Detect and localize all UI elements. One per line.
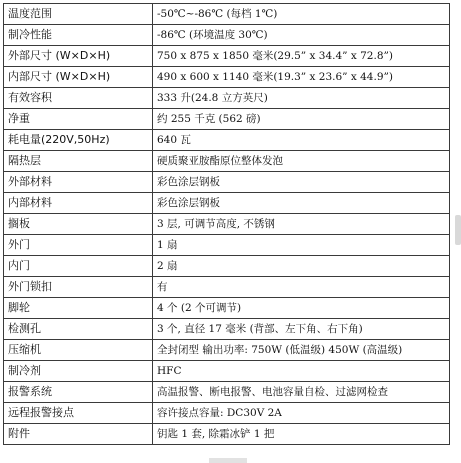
row-value: 4 个 (2 个可调节) [153, 298, 450, 319]
row-label: 有效容积 [4, 88, 153, 109]
row-label: 报警系统 [4, 382, 153, 403]
row-value: 750 x 875 x 1850 毫米(29.5” x 34.4” x 72.8”) [153, 46, 450, 67]
table-row [4, 235, 450, 256]
table-row [4, 403, 450, 424]
table-row [4, 4, 450, 25]
table-row [4, 46, 450, 67]
scrollbar-thumb[interactable] [455, 215, 461, 245]
table-row [4, 319, 450, 340]
table-row [4, 130, 450, 151]
table-row [4, 277, 450, 298]
row-value: 约 255 千克 (562 磅) [153, 109, 450, 130]
row-value: 彩色涂层钢板 [153, 193, 450, 214]
table-row [4, 172, 450, 193]
row-label: 温度范围 [4, 4, 153, 25]
row-value: HFC [153, 361, 450, 382]
row-label: 耗电量(220V,50Hz) [4, 130, 153, 151]
table-row [4, 25, 450, 46]
row-value: 1 扇 [153, 235, 450, 256]
row-value: 彩色涂层钢板 [153, 172, 450, 193]
spec-table-container [3, 3, 450, 445]
bottom-edge-marker [209, 458, 247, 463]
table-row [4, 298, 450, 319]
row-label: 外门锁扣 [4, 277, 153, 298]
row-value: 有 [153, 277, 450, 298]
row-value: 钥匙 1 套, 除霜冰铲 1 把 [153, 424, 450, 445]
row-label: 内部尺寸 (W×D×H) [4, 67, 153, 88]
spec-table [3, 3, 450, 445]
table-row [4, 193, 450, 214]
row-label: 脚轮 [4, 298, 153, 319]
table-row [4, 340, 450, 361]
row-value: 2 扇 [153, 256, 450, 277]
table-row [4, 151, 450, 172]
row-label: 远程报警接点 [4, 403, 153, 424]
row-label: 隔热层 [4, 151, 153, 172]
row-value: 490 x 600 x 1140 毫米(19.3” x 23.6” x 44.9”) [153, 67, 450, 88]
table-row [4, 424, 450, 445]
row-value: 3 层, 可调节高度, 不锈钢 [153, 214, 450, 235]
row-value: 3 个, 直径 17 毫米 (背部、左下角、右下角) [153, 319, 450, 340]
row-label: 内门 [4, 256, 153, 277]
table-row [4, 214, 450, 235]
table-row [4, 109, 450, 130]
row-label: 外门 [4, 235, 153, 256]
table-row [4, 67, 450, 88]
row-label: 净重 [4, 109, 153, 130]
row-label: 外部材料 [4, 172, 153, 193]
table-row [4, 382, 450, 403]
row-value: 640 瓦 [153, 130, 450, 151]
row-label: 附件 [4, 424, 153, 445]
row-label: 外部尺寸 (W×D×H) [4, 46, 153, 67]
row-value: 高温报警、断电报警、电池容量自检、过滤网检查 [153, 382, 450, 403]
row-value: -86℃ (环境温度 30℃) [153, 25, 450, 46]
row-label: 制冷性能 [4, 25, 153, 46]
row-value: 硬质聚亚胺酯原位整体发泡 [153, 151, 450, 172]
row-value: 容许接点容量: DC30V 2A [153, 403, 450, 424]
row-value: -50℃~-86℃ (每档 1℃) [153, 4, 450, 25]
table-row [4, 256, 450, 277]
row-label: 搁板 [4, 214, 153, 235]
row-label: 制冷剂 [4, 361, 153, 382]
row-label: 内部材料 [4, 193, 153, 214]
row-label: 检测孔 [4, 319, 153, 340]
row-label: 压缩机 [4, 340, 153, 361]
table-row [4, 88, 450, 109]
row-value: 全封闭型 输出功率: 750W (低温级) 450W (高温级) [153, 340, 450, 361]
row-value: 333 升(24.8 立方英尺) [153, 88, 450, 109]
table-row [4, 361, 450, 382]
